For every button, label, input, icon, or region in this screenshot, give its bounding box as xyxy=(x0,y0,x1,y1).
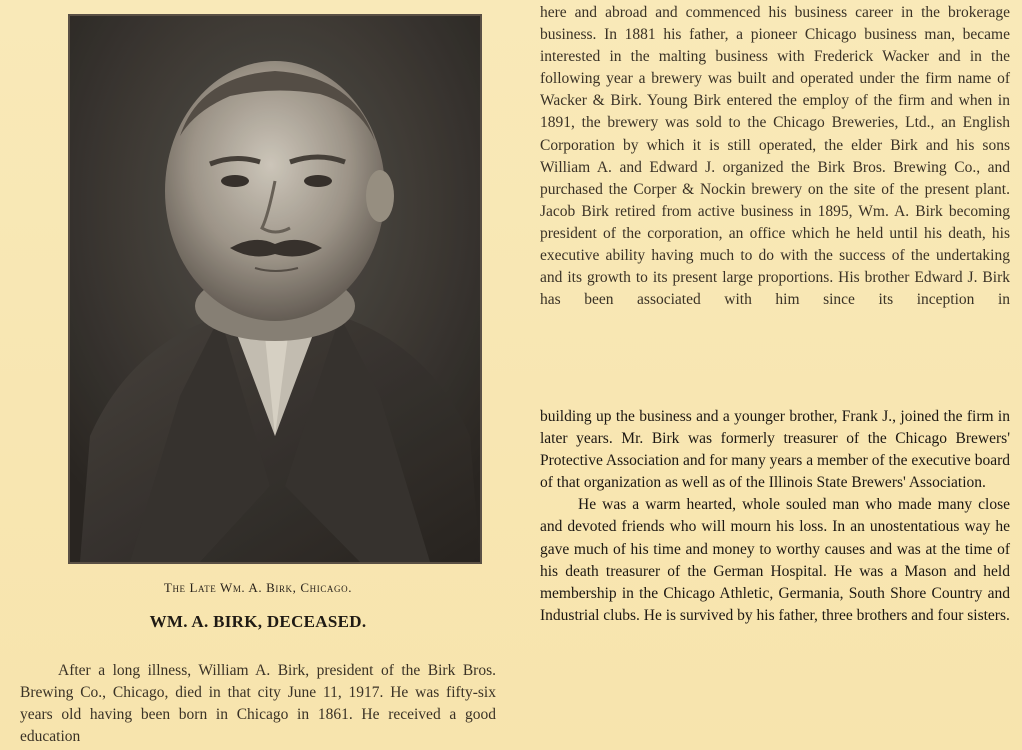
article-body-right-lower xyxy=(540,406,1010,627)
article-body-right-upper: here and abroad and commenced his business career in the brokerage business. In 1881 his father, a pioneer Chicago business man, became interested in the malting business with Frederick Wacker and in the following year a brewery was built and operated under the firm name of Wacker & Birk. Young Birk entered the employ of the firm and when in 1891, the brewery was sold to the Chicago Breweries, Ltd., an English Corporation by which it is still operated, the elder Birk and his sons William A. and Edward J. organized the Birk Bros. Brewing Co., and purchased the Corper & Nockin brewery on the site of the present plant. Jacob Birk retired from active business in 1895, Wm. A. Birk becoming president of the corporation, an office which he held until his death, his executive ability having much to do with the success of the undertaking and its growth to its present large proportions. His brother Edward J. Birk has been associated with him since its inception in xyxy=(540,4,1010,309)
portrait-photo xyxy=(68,14,482,564)
paragraph-business: building up the business and a younger brother, Frank J., joined the firm in later years. Mr. Birk was formerly treasurer of the Chicago Brewers' Protective Association and for many years a member of the executive board of that organization as well as of the Illinois State Brewers' Association. xyxy=(540,408,1010,492)
left-column xyxy=(18,0,498,750)
photo-caption: The Late Wm. A. Birk, Chicago. xyxy=(163,580,353,595)
right-column xyxy=(540,0,1010,750)
article-headline: WM. A. BIRK, DECEASED. xyxy=(149,612,367,631)
paragraph-character: He was a warm hearted, whole souled man who made many close and devoted friends who will mourn his loss. In an unostentatious way he gave much of his time and money to worthy causes and was at the time of his death treasurer of the German Hospital. He was a Mason and held membership in the Chicago Athletic, Germania, South Shore Country and Industrial clubs. He is survived by his father, three brothers and four sisters. xyxy=(540,496,1010,624)
portrait-illustration xyxy=(70,16,480,562)
article-body-left: After a long illness, William A. Birk, president of the Birk Bros. Brewing Co., Chicago, died in that city June 11, 1917. He was fifty-six years old having been born in Chicago in 1861. He received a good education xyxy=(20,662,496,745)
